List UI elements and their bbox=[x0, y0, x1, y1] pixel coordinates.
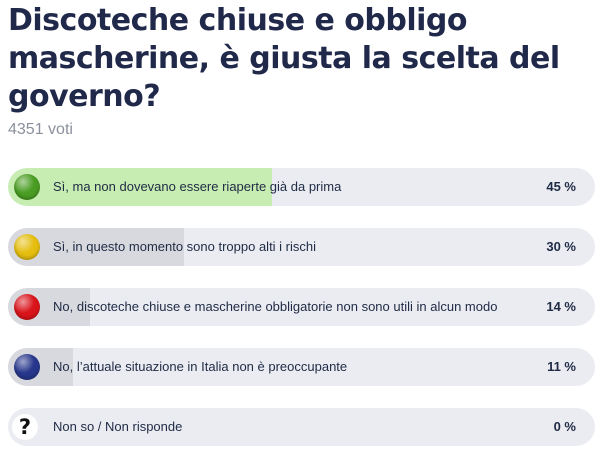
option-percentage: 30 % bbox=[546, 239, 576, 254]
option-percentage: 11 % bbox=[547, 359, 576, 374]
option-label: No, l’attuale situazione in Italia non è preoccupante bbox=[53, 359, 348, 374]
option-percentage: 45 % bbox=[546, 179, 576, 194]
blue-dot-icon bbox=[14, 354, 40, 380]
poll-title: Discoteche chiuse e obbligo mascherine, è giusta la scelta del governo? bbox=[8, 3, 560, 114]
poll-option-3[interactable] bbox=[8, 288, 595, 326]
yellow-dot-icon bbox=[14, 234, 40, 260]
option-percentage: 14 % bbox=[546, 299, 576, 314]
option-label: Sì, in questo momento sono troppo alti i rischi bbox=[53, 239, 317, 254]
option-percentage: 0 % bbox=[553, 419, 576, 434]
vote-count: 4351 voti bbox=[8, 121, 73, 138]
option-label: No, discoteche chiuse e mascherine obbligatorie non sono utili in alcun modo bbox=[53, 299, 498, 314]
poll-options bbox=[8, 168, 595, 468]
poll-option-4[interactable] bbox=[8, 348, 595, 386]
green-dot-icon bbox=[14, 174, 40, 200]
question-mark-icon: ? bbox=[12, 414, 38, 440]
option-label: Sì, ma non dovevano essere riaperte già da prima bbox=[53, 179, 342, 194]
poll-option-5[interactable] bbox=[8, 408, 595, 446]
poll-option-1[interactable] bbox=[8, 168, 595, 206]
option-label: Non so / Non risponde bbox=[53, 419, 183, 434]
red-dot-icon bbox=[14, 294, 40, 320]
poll-option-2[interactable] bbox=[8, 228, 595, 266]
